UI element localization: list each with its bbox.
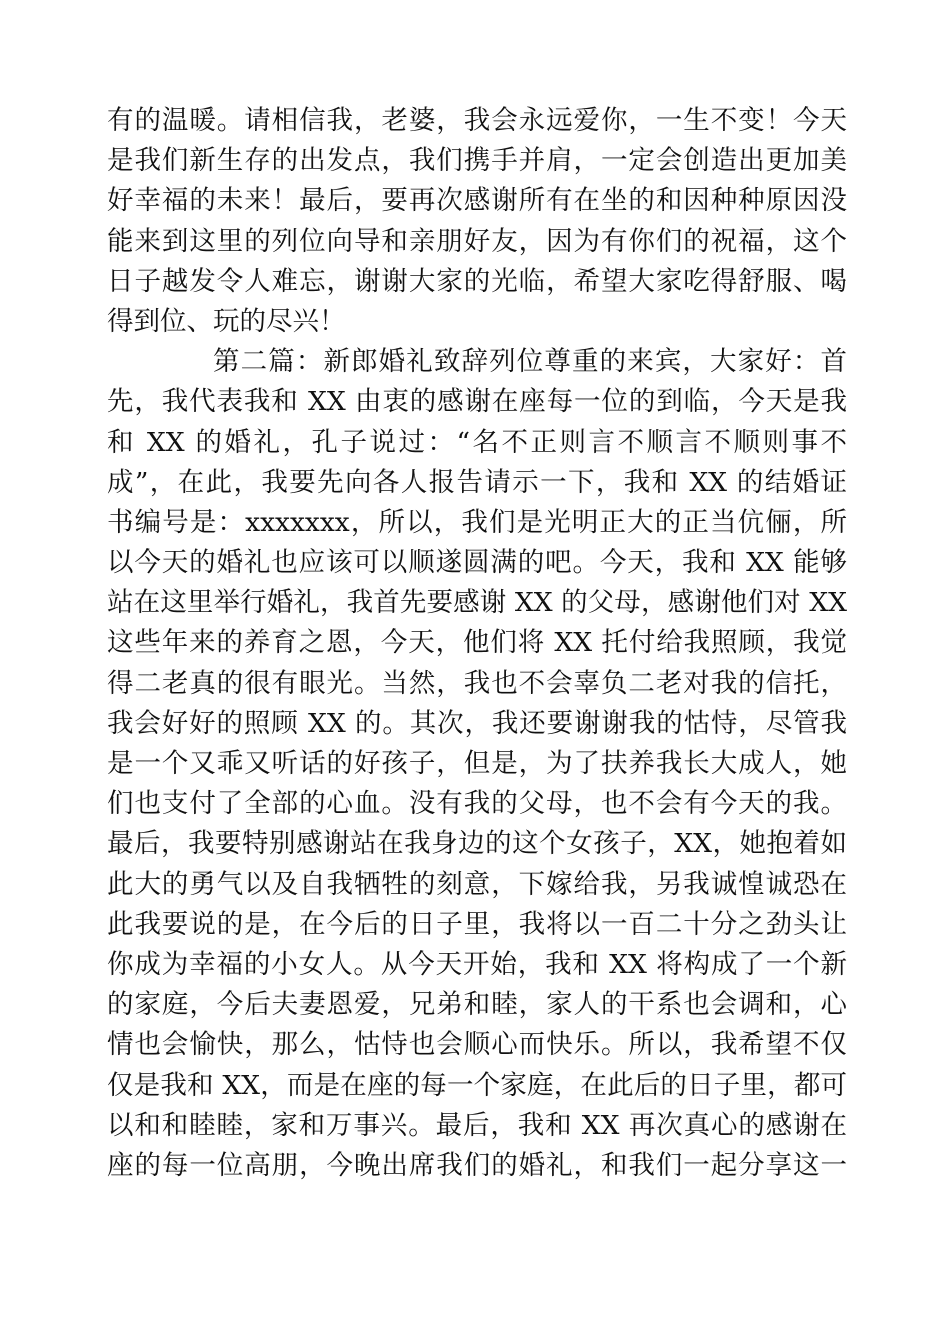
- body-text: [107, 101, 847, 1186]
- text-line: 得到位、玩的尽兴！: [107, 305, 346, 337]
- text-line: 情也会愉快，那么，怙恃也会顺心而快乐。所以，我希望不仅: [107, 1029, 847, 1061]
- text-line: 有的温暖。请相信我，老婆，我会永远爱你，一生不变！今天: [107, 105, 847, 136]
- text-line: 先，我代表我和 XX 由衷的感谢在座每一位的到临，今天是我: [107, 386, 847, 418]
- text-line: 这些年来的养育之恩，今天，他们将 XX 托付给我照顾，我觉: [107, 627, 847, 659]
- text-line: 最后，我要特别感谢站在我身边的这个女孩子，XX，她抱着如: [107, 828, 847, 860]
- section-heading-line: 第二篇：新郎婚礼致辞列位尊重的来宾，大家好：首: [213, 346, 847, 378]
- text-line: 得二老真的很有眼光。当然，我也不会辜负二老对我的信托，: [107, 667, 847, 699]
- text-line: 是一个又乖又听话的好孩子，但是，为了扶养我长大成人，她: [107, 748, 847, 779]
- text-line: 此大的勇气以及自我牺牲的刻意，下嫁给我，另我诚惶诚恐在: [107, 868, 847, 900]
- text-line: 此我要说的是，在今后的日子里，我将以一百二十分之劲头让: [107, 908, 847, 940]
- text-line: 仅是我和 XX，而是在座的每一个家庭，在此后的日子里，都可: [107, 1069, 847, 1101]
- text-line: 以和和睦睦，家和万事兴。最后，我和 XX 再次真心的感谢在: [107, 1109, 847, 1141]
- text-line: 站在这里举行婚礼，我首先要感谢 XX 的父母，感谢他们对 XX: [107, 587, 847, 619]
- text-line: 们也支付了全部的心血。没有我的父母，也不会有今天的我。: [107, 788, 847, 820]
- text-line: 能来到这里的列位向导和亲朋好友，因为有你们的祝福，这个: [107, 225, 847, 257]
- text-line: 好幸福的未来！最后，要再次感谢所有在坐的和因种种原因没: [107, 185, 847, 217]
- text-line: 我会好好的照顾 XX 的。其次，我还要谢谢我的怙恃，尽管我: [107, 707, 847, 739]
- text-line: 日子越发令人难忘，谢谢大家的光临，希望大家吃得舒服、喝: [107, 265, 847, 297]
- text-line: 的家庭，今后夫妻恩爱，兄弟和睦，家人的干系也会调和，心: [107, 989, 847, 1021]
- text-line: 你成为幸福的小女人。从今天开始，我和 XX 将构成了一个新: [107, 948, 847, 980]
- text-line: 和 XX 的婚礼，孔子说过：“名不正则言不顺言不顺则事不: [107, 426, 847, 458]
- text-line: 以今天的婚礼也应该可以顺遂圆满的吧。今天，我和 XX 能够: [107, 547, 847, 579]
- text-line: 座的每一位高朋，今晚出席我们的婚礼，和我们一起分享这一: [107, 1149, 847, 1181]
- text-line: 是我们新生存的出发点，我们携手并肩，一定会创造出更加美: [107, 145, 847, 177]
- text-line: 成”，在此，我要先向各人报告请示一下，我和 XX 的结婚证: [107, 466, 847, 498]
- text-line: 书编号是：xxxxxxx，所以，我们是光明正大的正当伉俪，所: [107, 506, 847, 538]
